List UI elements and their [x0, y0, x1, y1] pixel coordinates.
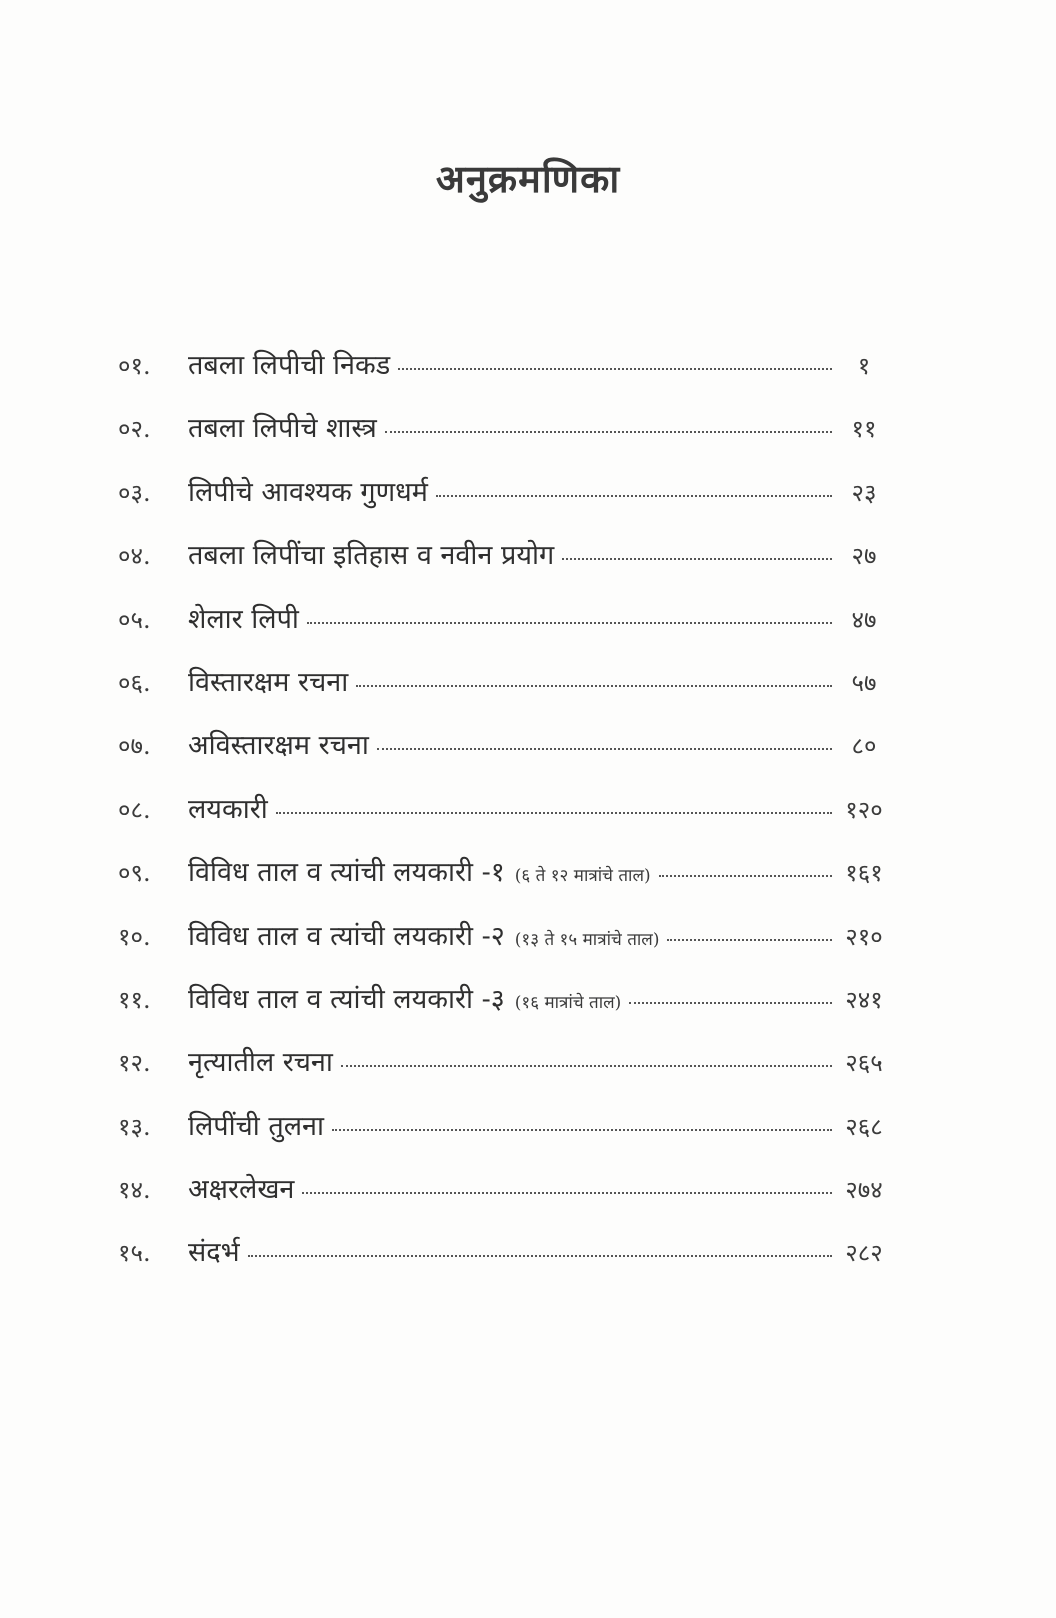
dot-leader [385, 431, 832, 433]
page-number: २३ [851, 478, 877, 507]
chapter-title: लिपीचे आवश्यक गुणधर्म [188, 476, 428, 508]
chapter-entry [188, 1042, 832, 1079]
page-number: २७४ [845, 1176, 883, 1205]
chapter-number: ०४. [118, 542, 151, 571]
toc-row-6 [0, 662, 1056, 725]
toc-row-2 [0, 408, 1056, 471]
chapter-number: १०. [118, 922, 151, 951]
chapter-entry [188, 472, 832, 509]
chapter-title: विविध ताल व त्यांची लयकारी -२ [188, 920, 505, 952]
chapter-title: विस्तारक्षम रचना [188, 666, 349, 698]
toc-row-5 [0, 599, 1056, 662]
chapter-number: ०८. [118, 795, 151, 824]
page-title: अनुक्रमणिका [435, 156, 621, 201]
chapter-title: तबला लिपींचा इतिहास व नवीन प्रयोग [188, 540, 555, 572]
toc-row-7 [0, 725, 1056, 788]
page-number: २१० [845, 922, 883, 951]
chapter-title: नृत्यातील रचना [188, 1047, 333, 1079]
chapter-number: १२. [118, 1049, 151, 1078]
toc-row-15 [0, 1232, 1056, 1295]
chapter-number: ११. [118, 985, 151, 1014]
page-number: २७ [851, 542, 877, 571]
chapter-number: ०१. [118, 352, 151, 380]
chapter-entry [188, 535, 832, 572]
chapter-title: संदर्भ [188, 1237, 240, 1269]
chapter-title: तबला लिपीची निकड [188, 350, 391, 381]
chapter-number: ०३. [118, 478, 151, 507]
chapter-number: ०७. [118, 732, 151, 761]
chapter-subtitle: (१३ ते १५ मात्रांचे ताल) [514, 929, 660, 950]
dot-leader [562, 558, 832, 560]
page-number: १६१ [845, 859, 883, 888]
chapter-title: शेलार लिपी [188, 603, 299, 635]
chapter-entry [188, 1232, 832, 1269]
page-number: १२० [845, 795, 883, 824]
page-number: ८० [851, 732, 877, 761]
dot-leader [659, 875, 832, 877]
toc-row-10 [0, 916, 1056, 979]
chapter-entry [188, 725, 832, 762]
toc-row-12 [0, 1042, 1056, 1105]
chapter-title: विविध ताल व त्यांची लयकारी -३ [188, 983, 505, 1015]
table-of-contents [0, 345, 1056, 1296]
page-number: ५७ [851, 668, 877, 697]
chapter-number: ०५. [118, 605, 151, 634]
chapter-number: ०९. [118, 859, 151, 888]
chapter-entry [188, 345, 832, 382]
toc-row-11 [0, 979, 1056, 1042]
dot-leader [307, 622, 832, 624]
page-number: २४१ [845, 985, 883, 1014]
chapter-entry [188, 852, 832, 889]
chapter-entry [188, 1106, 832, 1143]
chapter-title: तबला लिपीचे शास्त्र [188, 413, 377, 445]
toc-row-13 [0, 1106, 1056, 1169]
chapter-entry [188, 916, 832, 953]
page-number: ४७ [851, 605, 877, 634]
page-number: ११ [851, 415, 877, 444]
chapter-subtitle: (६ ते १२ मात्रांचे ताल) [514, 866, 651, 887]
dot-leader [629, 1002, 832, 1004]
page-number: १ [857, 352, 871, 380]
chapter-number: १४. [118, 1176, 151, 1205]
toc-row-9 [0, 852, 1056, 915]
chapter-number: १५. [118, 1239, 151, 1268]
chapter-subtitle: (१६ मात्रांचे ताल) [514, 992, 622, 1013]
toc-row-8 [0, 789, 1056, 852]
chapter-entry [188, 599, 832, 636]
chapter-title: विविध ताल व त्यांची लयकारी -१ [188, 857, 505, 889]
chapter-entry [188, 1169, 832, 1206]
dot-leader [667, 939, 832, 941]
dot-leader [356, 685, 832, 687]
dot-leader [302, 1192, 832, 1194]
chapter-entry [188, 979, 832, 1016]
chapter-number: १३. [118, 1112, 151, 1141]
dot-leader [436, 495, 832, 497]
dot-leader [341, 1065, 832, 1067]
chapter-title: लिपींची तुलना [188, 1110, 325, 1142]
toc-row-4 [0, 535, 1056, 598]
page-number: २६८ [845, 1112, 883, 1141]
dot-leader [248, 1255, 832, 1257]
dot-leader [332, 1129, 832, 1131]
chapter-entry [188, 789, 832, 826]
chapter-number: ०२. [118, 415, 151, 444]
dot-leader [276, 812, 832, 814]
chapter-entry [188, 408, 832, 445]
toc-row-14 [0, 1169, 1056, 1232]
toc-row-1 [0, 345, 1056, 408]
chapter-title: लयकारी [188, 793, 268, 825]
chapter-number: ०६. [118, 668, 151, 697]
dot-leader [377, 748, 832, 750]
chapter-title: अविस्तारक्षम रचना [188, 730, 369, 762]
chapter-entry [188, 662, 832, 699]
page-number: २८२ [845, 1239, 883, 1268]
page-number: २६५ [845, 1049, 883, 1078]
toc-row-3 [0, 472, 1056, 535]
dot-leader [398, 368, 832, 370]
chapter-title: अक्षरलेखन [188, 1174, 295, 1206]
